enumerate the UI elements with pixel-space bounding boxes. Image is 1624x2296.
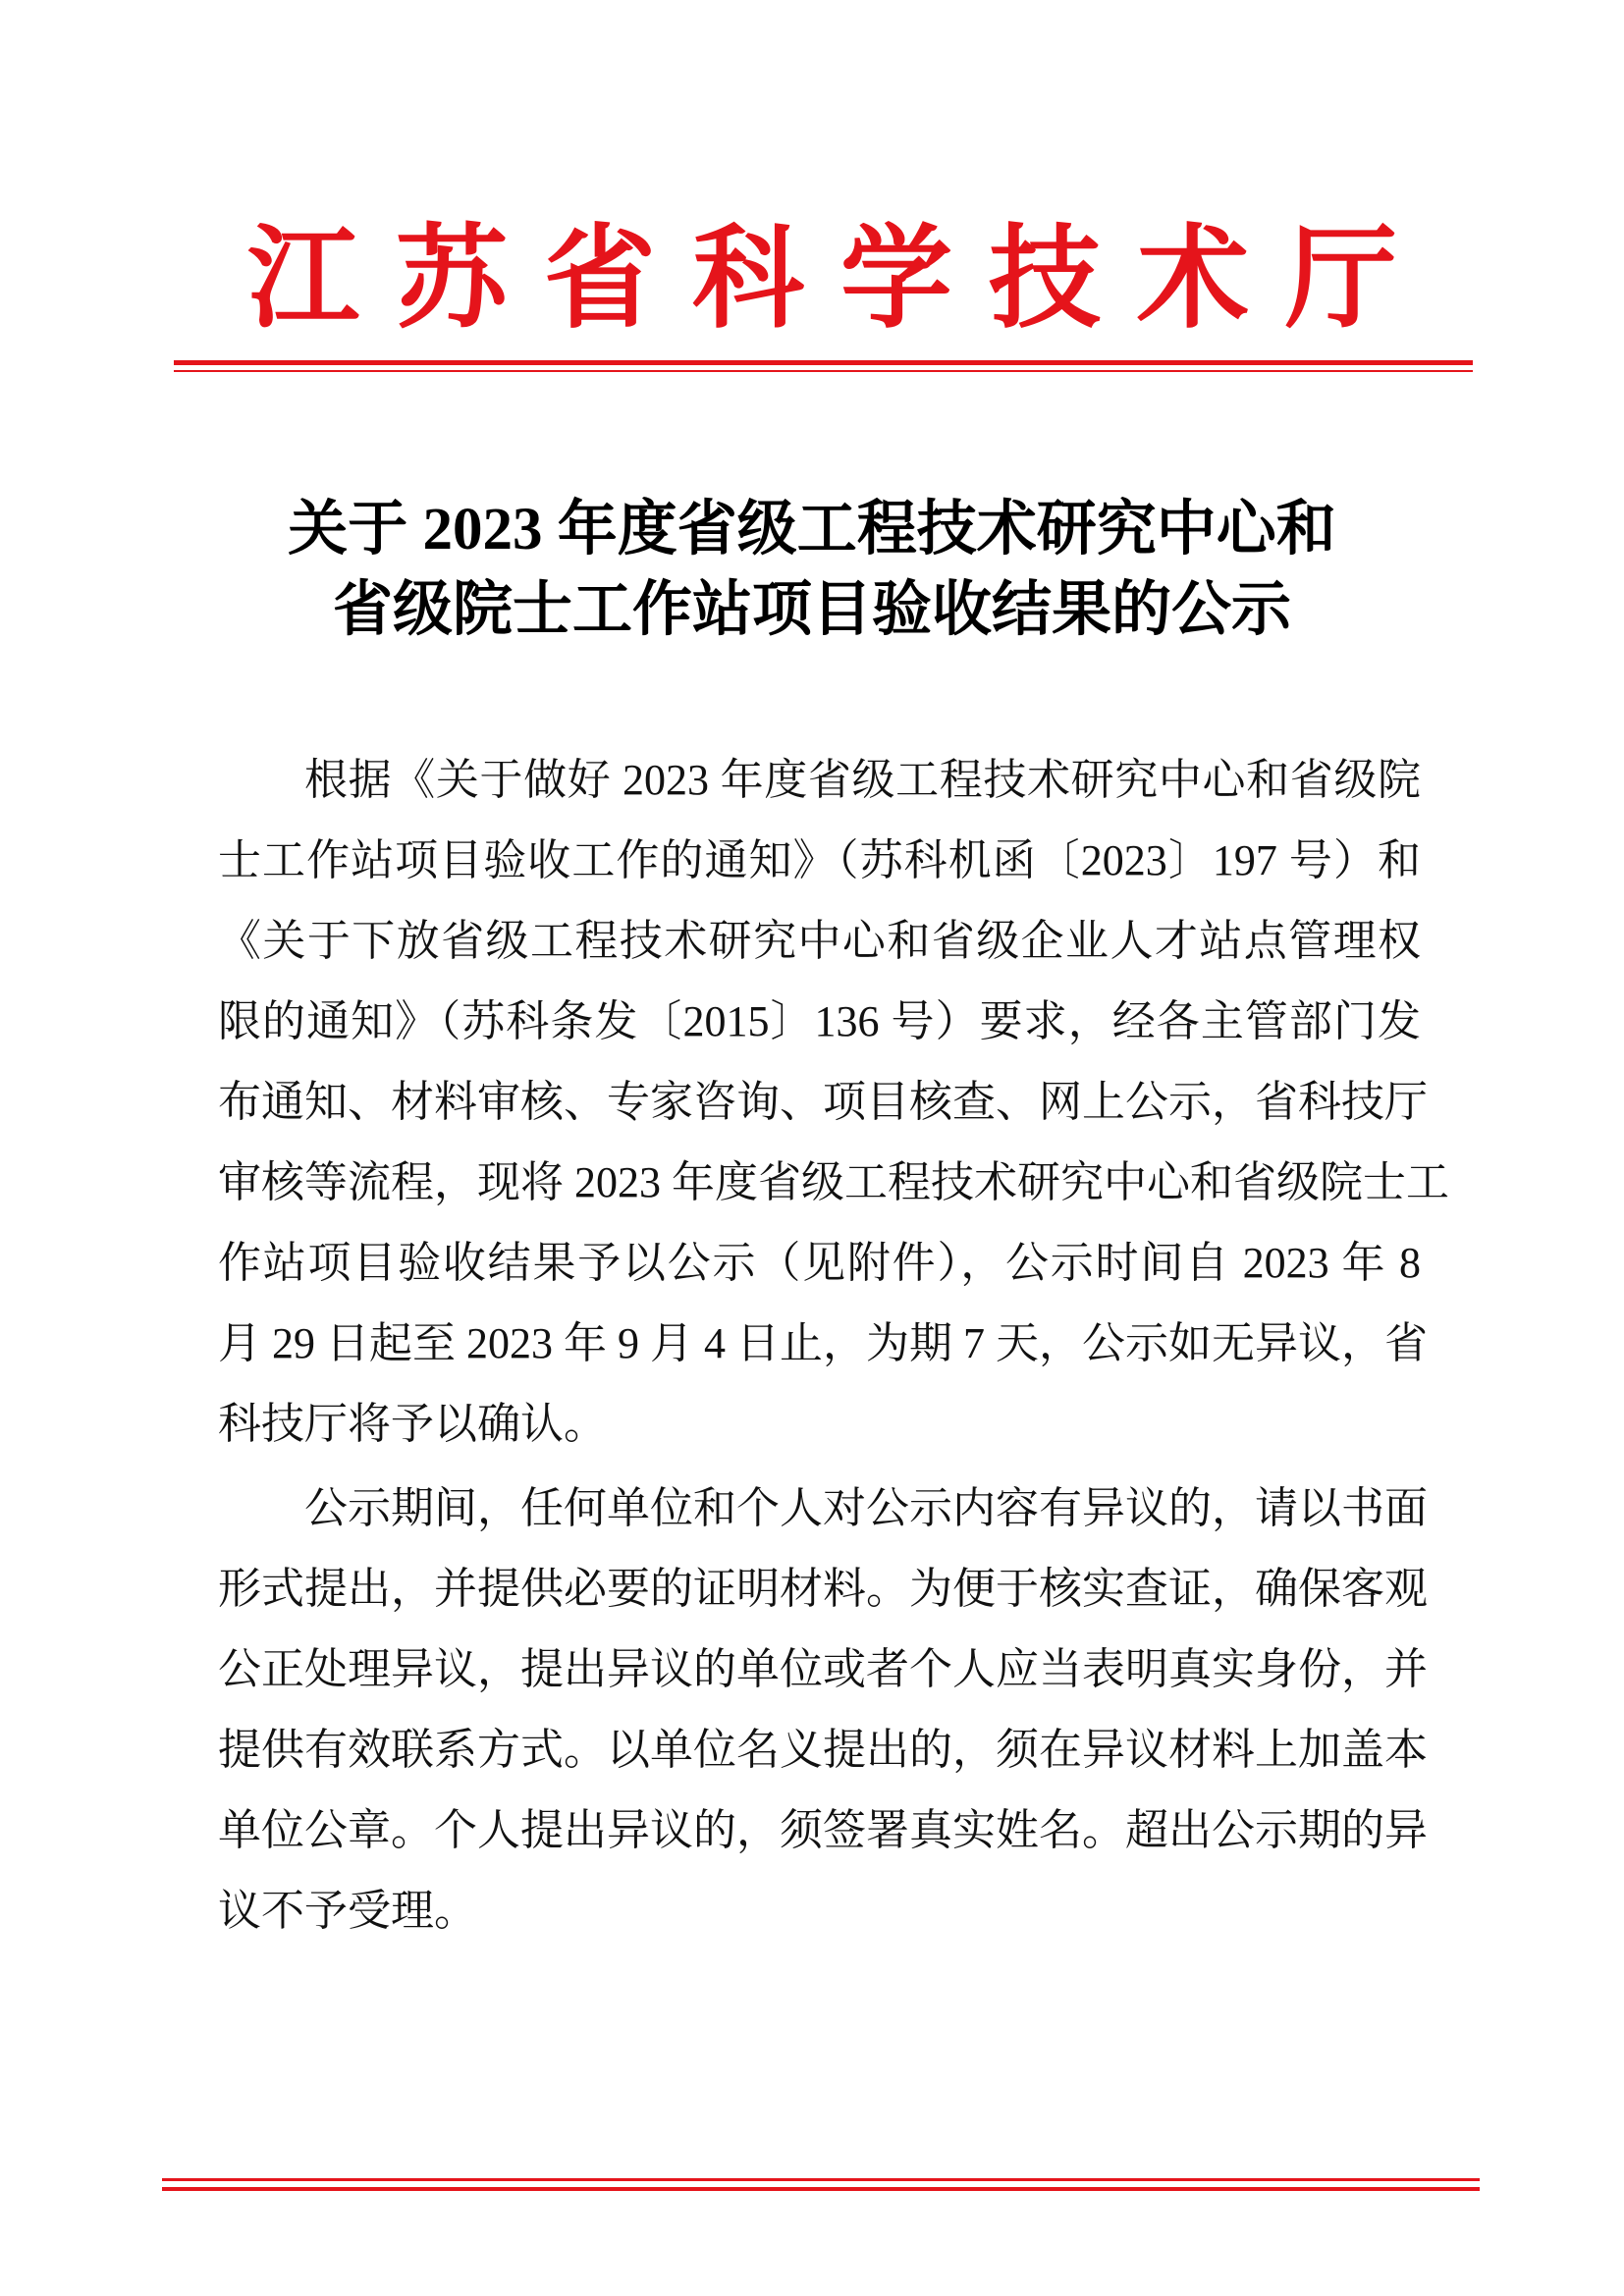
document-title: [0, 490, 1624, 651]
paragraph-line: 科技厅将予以确认。: [218, 1400, 607, 1448]
paragraph-line: 形式提出，并提供必要的证明材料。为便于核实查证，确保客观: [218, 1565, 1428, 1613]
paragraph-line: 提供有效联系方式。以单位名义提出的，须在异议材料上加盖本: [218, 1726, 1428, 1774]
paragraph-line: 议不予受理。: [218, 1887, 477, 1935]
paragraph-line: 审核等流程，现将 2023 年度省级工程技术研究中心和省级院士工: [218, 1158, 1449, 1206]
header-rule-thick: [174, 360, 1473, 365]
issuer-name-header: 江苏省科学技术厅: [247, 217, 1435, 342]
paragraph-line: 根据《关于做好 2023 年度省级工程技术研究中心和省级院: [304, 756, 1421, 804]
footer-rule-thin: [162, 2178, 1480, 2181]
paragraph-line: 公示期间，任何单位和个人对公示内容有异议的，请以书面: [304, 1484, 1428, 1532]
paragraph-line: 单位公章。个人提出异议的，须签署真实姓名。超出公示期的异: [218, 1806, 1428, 1854]
body-paragraph: [218, 740, 1449, 1465]
header-rule-thin: [174, 370, 1473, 372]
paragraph-line: 月 29 日起至 2023 年 9 月 4 日止，为期 7 天，公示如无异议，省: [218, 1319, 1428, 1367]
paragraph-line: 士工作站项目验收工作的通知》（苏科机函〔2023〕197 号）和: [218, 836, 1421, 884]
title-line: 省级院士工作站项目验收结果的公示: [332, 577, 1291, 643]
body-paragraph: [218, 1468, 1428, 1951]
paragraph-line: 布通知、材料审核、专家咨询、项目核查、网上公示，省科技厅: [218, 1078, 1428, 1126]
paragraph-line: 公正处理异议，提出异议的单位或者个人应当表明真实身份，并: [218, 1645, 1428, 1693]
paragraph-line: 作站项目验收结果予以公示（见附件），公示时间自 2023 年 8: [218, 1239, 1421, 1287]
title-line: 关于 2023 年度省级工程技术研究中心和: [288, 497, 1336, 562]
footer-rule-thick: [162, 2187, 1480, 2191]
paragraph-line: 限的通知》（苏科条发〔2015〕136 号）要求，经各主管部门发: [218, 997, 1421, 1045]
paragraph-line: 《关于下放省级工程技术研究中心和省级企业人才站点管理权: [218, 917, 1421, 965]
